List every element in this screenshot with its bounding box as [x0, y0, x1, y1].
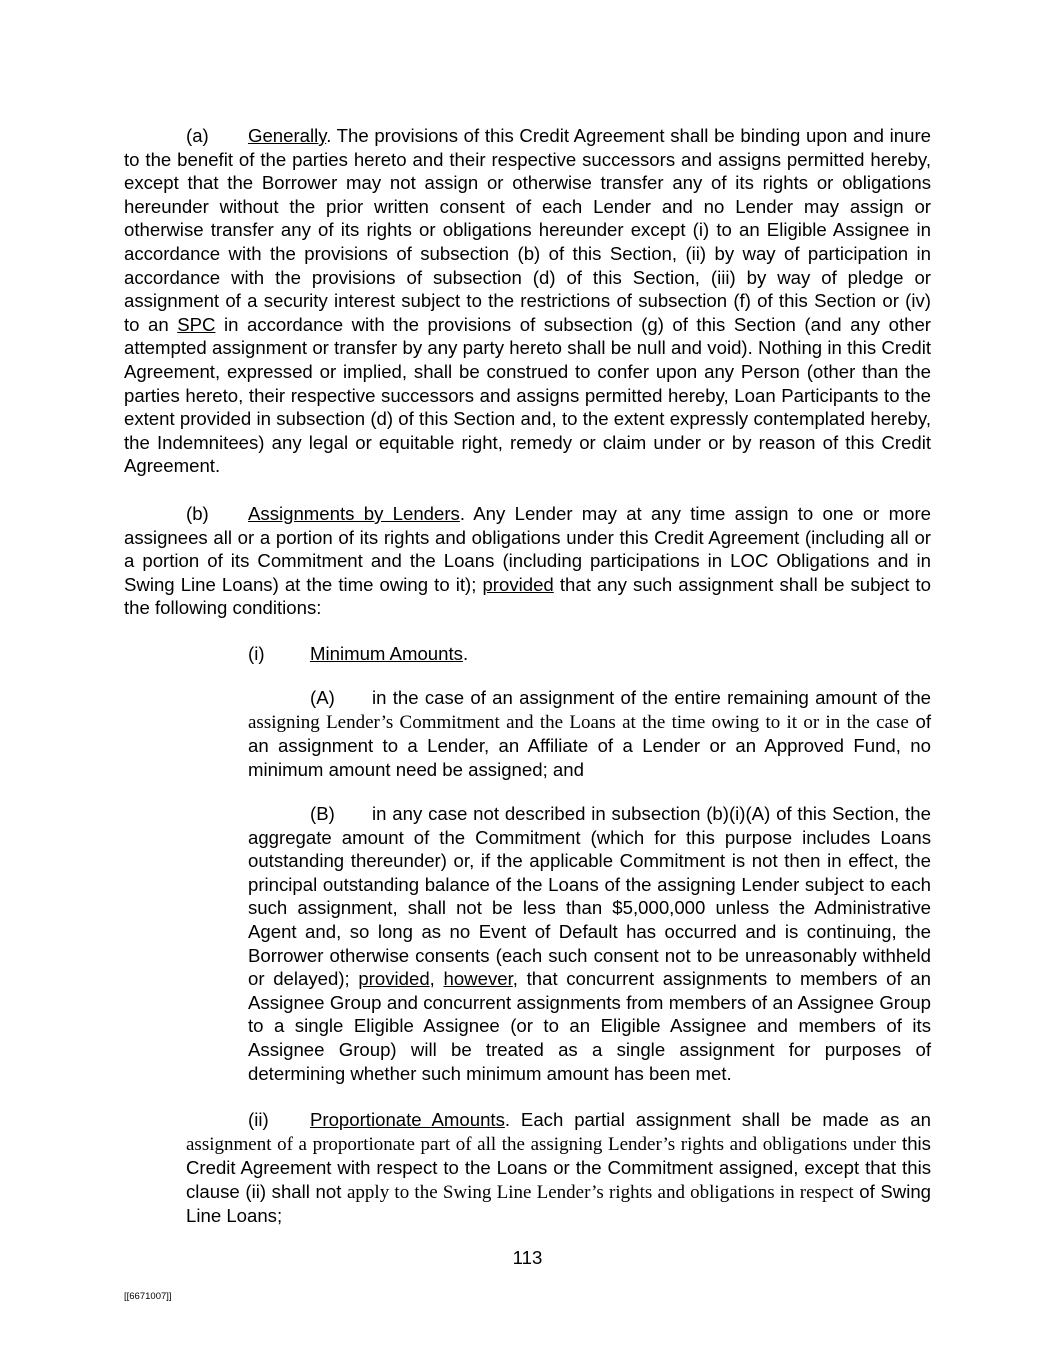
text-ii-3: of Swing Line Loans;: [186, 1180, 932, 1227]
paragraph-B: [248, 802, 931, 1085]
text-A-serif: assigning Lender’s Commitment and the Loans at the time owing to it or in the case: [248, 711, 909, 733]
heading-assignments-by-lenders: Assignments by Lenders: [248, 503, 460, 524]
text-ii-serif-1: assignment of a proportionate part of all the assigning Lender’s rights and obligations under: [186, 1133, 897, 1155]
text-ii-serif-2: apply to the Swing Line Lender’s rights and obligations in respect: [347, 1181, 854, 1203]
label-b: (b): [186, 503, 209, 524]
label-i: (i): [248, 643, 265, 664]
paragraph-A: [248, 686, 931, 781]
paragraph-a: [124, 124, 931, 478]
heading-proportionate-amounts: Proportionate Amounts: [310, 1109, 505, 1130]
term-however: however: [443, 968, 513, 990]
text-B-1: in any case not described in subsection (b)(i)(A) of this Section, the aggregate amount of the Commitment (which for this purpose includes Loans outstanding thereunder) or, if the applicable Commitment is not then in effect, the principal outstanding balance of the Loans of the assigning Lender subject to each such assignment, shall not be less than $5,000,000 unless the Administrative Agent and, so long as no Event of Default has occurred and is continuing, the Borrower otherwise consents (each such consent not to be unreasonably withheld or delayed);: [248, 803, 931, 990]
document-id: [[6671007]]: [124, 1291, 172, 1302]
text-A-1: in the case of an assignment of the entire remaining amount of the: [372, 687, 931, 708]
label-A: (A): [310, 687, 335, 708]
text-ii-1: . Each partial assignment shall be made as an: [504, 1109, 931, 1130]
label-a: (a): [186, 125, 209, 146]
text-b-2: that any such assignment shall be subject to the following conditions:: [124, 573, 931, 619]
paragraph-ii: [186, 1108, 931, 1228]
term-provided: provided: [482, 573, 554, 595]
text-B-comma: ,: [429, 968, 444, 990]
heading-minimum-amounts: Minimum Amounts: [310, 643, 463, 664]
label-ii: (ii): [248, 1109, 269, 1130]
text-a-1: . The provisions of this Credit Agreement shall be binding upon and inure to the benefit of the parties hereto and their respective successors and assigns permitted hereby, except that the Borrower may not assign or otherwise transfer any of its rights or obligations hereunder without the prior written consent of each Lender and no Lender may assign or otherwise transfer any of its rights or obligations hereunder except (i) to an Eligible Assignee in accordance with the provisions of subsection (b) of this Section, (ii) by way of participation in accordance with the provisions of subsection (d) of this Section, (iii) by way of pledge or assignment of a security interest subject to the restrictions of subsection (f) of this Section or (iv) to an: [124, 125, 931, 335]
paragraph-i: [248, 642, 931, 666]
term-provided-B: provided: [358, 968, 430, 990]
text-B-2: , that concurrent assignments to members of an Assignee Group and concurrent assignments from members of an Assignee Group to a single Eligible Assignee (or to an Eligible Assignee and members of its Assignee Group) will be treated as a single assignment for purposes of determining whether such minimum amount has been met.: [248, 968, 931, 1084]
paragraph-b: [124, 502, 931, 620]
text-b-1: . Any Lender may at any time assign to one or more assignees all or a portion of its rights and obligations under this Credit Agreement (including all or a portion of its Commitment and the Loans (including participations in LOC Obligations and in Swing Line Loans) at the time owing to it);: [124, 503, 931, 595]
text-i: .: [462, 643, 469, 664]
text-A-2: of an assignment to a Lender, an Affiliate of a Lender or an Approved Fund, no minimum amount need be assigned; and: [248, 710, 931, 780]
page-number: 113: [512, 1247, 543, 1268]
text-ii-2: this Credit Agreement with respect to the Loans or the Commitment assigned, except that this clause (ii) shall not: [186, 1132, 931, 1202]
text-a-2: in accordance with the provisions of subsection (g) of this Section (and any other attempted assignment or transfer by any party hereto shall be null and void). Nothing in this Credit Agreement, expressed or implied, shall be construed to confer upon any Person (other than the parties hereto, their respective successors and assigns permitted hereby, Loan Participants to the extent provided in subsection (d) of this Section and, to the extent expressly contemplated hereby, the Indemnitees) any legal or equitable right, remedy or claim under or by reason of this Credit Agreement.: [124, 313, 931, 477]
term-spc: SPC: [177, 313, 216, 335]
heading-generally: Generally: [248, 125, 327, 146]
label-B: (B): [310, 803, 335, 824]
